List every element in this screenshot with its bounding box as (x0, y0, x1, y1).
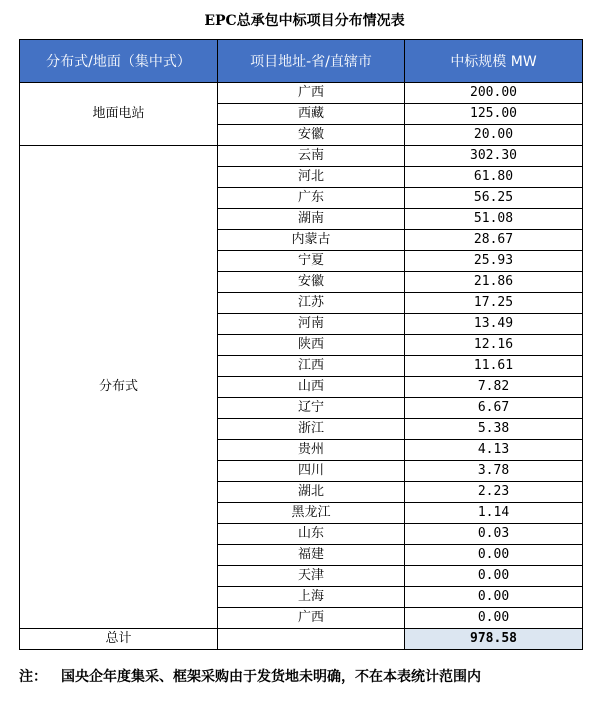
scale-cell: 56.25 (405, 188, 583, 209)
footnote-text: 国央企年度集采、框架采购由于发货地未明确，不在本表统计范围内 (61, 669, 481, 685)
province-cell: 河北 (218, 167, 405, 188)
scale-cell: 13.49 (405, 314, 583, 335)
group-label: 地面电站 (20, 83, 218, 146)
scale-cell: 51.08 (405, 209, 583, 230)
scale-cell: 28.67 (405, 230, 583, 251)
province-cell: 浙江 (218, 419, 405, 440)
province-cell: 宁夏 (218, 251, 405, 272)
distribution-table (19, 39, 583, 650)
province-cell: 湖南 (218, 209, 405, 230)
province-cell: 西藏 (218, 104, 405, 125)
table-row (20, 83, 583, 104)
province-cell: 福建 (218, 545, 405, 566)
scale-cell: 17.25 (405, 293, 583, 314)
province-cell: 湖北 (218, 482, 405, 503)
province-cell: 贵州 (218, 440, 405, 461)
scale-cell: 0.03 (405, 524, 583, 545)
header-location: 项目地址-省/直辖市 (218, 40, 405, 83)
province-cell: 辽宁 (218, 398, 405, 419)
province-cell: 云南 (218, 146, 405, 167)
province-cell: 山西 (218, 377, 405, 398)
province-cell: 上海 (218, 587, 405, 608)
scale-cell: 0.00 (405, 608, 583, 629)
scale-cell: 0.00 (405, 566, 583, 587)
province-cell: 黑龙江 (218, 503, 405, 524)
province-cell: 广东 (218, 188, 405, 209)
province-cell: 内蒙古 (218, 230, 405, 251)
province-cell: 广西 (218, 83, 405, 104)
scale-cell: 125.00 (405, 104, 583, 125)
total-row (20, 629, 583, 650)
scale-cell: 3.78 (405, 461, 583, 482)
group-label: 分布式 (20, 146, 218, 629)
scale-cell: 0.00 (405, 587, 583, 608)
table-row (20, 146, 583, 167)
scale-cell: 0.00 (405, 545, 583, 566)
province-cell: 江苏 (218, 293, 405, 314)
table-body (20, 83, 583, 650)
scale-cell: 21.86 (405, 272, 583, 293)
province-cell: 广西 (218, 608, 405, 629)
header-row (20, 40, 583, 83)
province-cell: 四川 (218, 461, 405, 482)
scale-cell: 6.67 (405, 398, 583, 419)
province-cell: 陕西 (218, 335, 405, 356)
scale-cell: 61.80 (405, 167, 583, 188)
scale-cell: 302.30 (405, 146, 583, 167)
province-cell: 山东 (218, 524, 405, 545)
province-cell: 江西 (218, 356, 405, 377)
scale-cell: 2.23 (405, 482, 583, 503)
province-cell: 天津 (218, 566, 405, 587)
table-title: EPC总承包中标项目分布情况表 (204, 13, 405, 29)
scale-cell: 25.93 (405, 251, 583, 272)
scale-cell: 11.61 (405, 356, 583, 377)
header-category: 分布式/地面（集中式） (20, 40, 218, 83)
province-cell: 河南 (218, 314, 405, 335)
scale-cell: 5.38 (405, 419, 583, 440)
total-label: 总计 (20, 629, 218, 650)
footnote-label: 注： (19, 669, 47, 685)
province-cell: 安徽 (218, 272, 405, 293)
header-scale: 中标规模 MW (405, 40, 583, 83)
footnote (19, 668, 594, 686)
scale-cell: 20.00 (405, 125, 583, 146)
province-cell: 安徽 (218, 125, 405, 146)
scale-cell: 4.13 (405, 440, 583, 461)
scale-cell: 7.82 (405, 377, 583, 398)
scale-cell: 200.00 (405, 83, 583, 104)
scale-cell: 12.16 (405, 335, 583, 356)
total-value: 978.58 (405, 629, 583, 650)
total-empty-cell (218, 629, 405, 650)
scale-cell: 1.14 (405, 503, 583, 524)
